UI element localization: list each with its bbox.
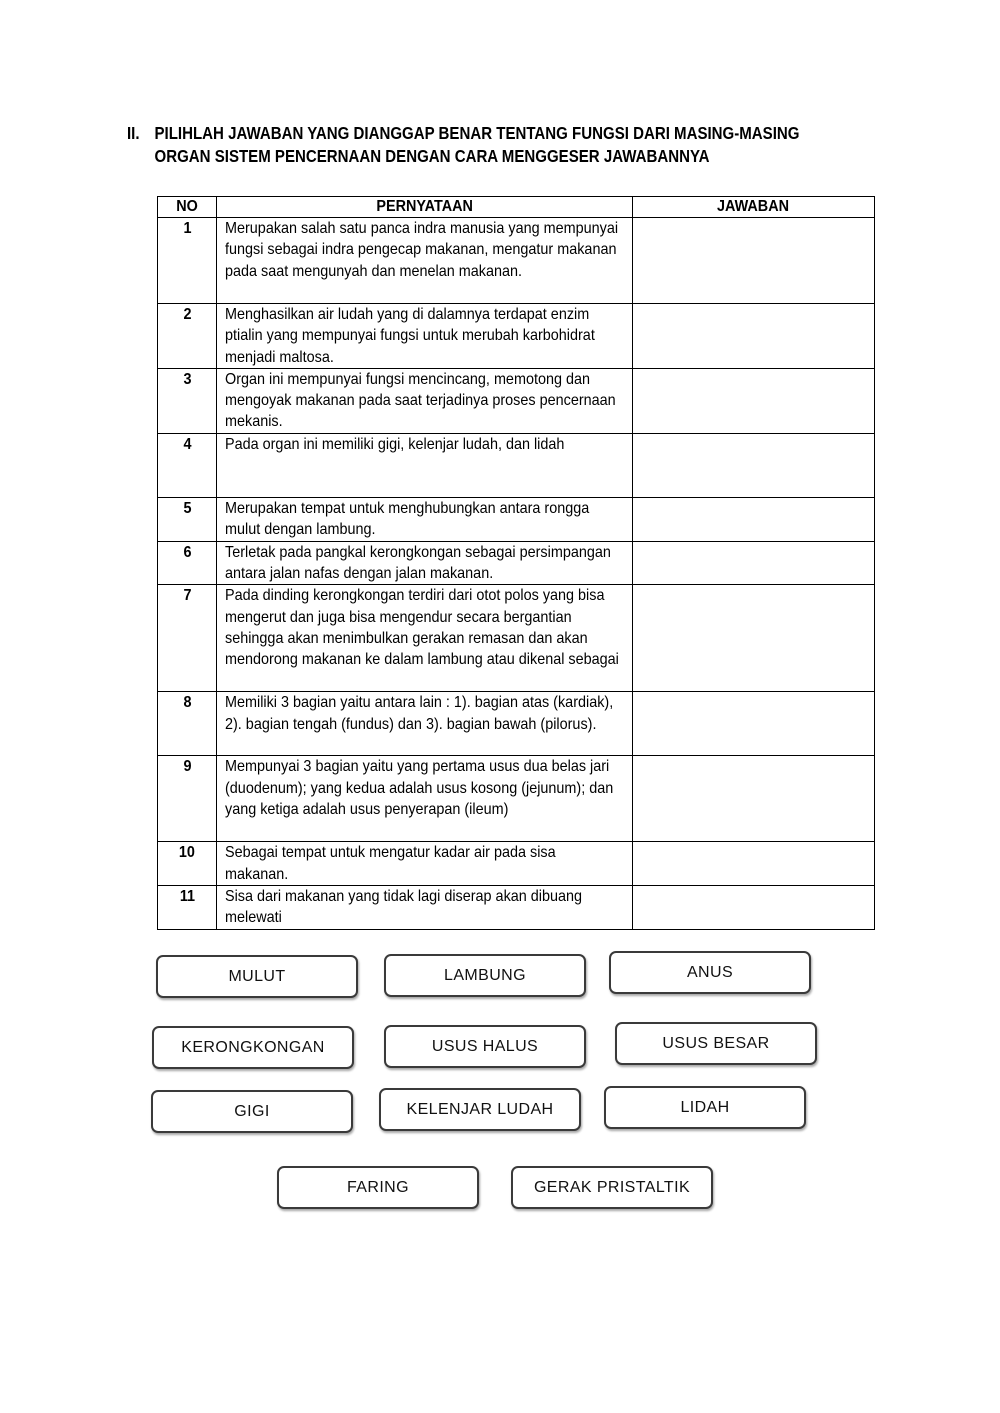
answer-tile-mulut[interactable]: MULUT	[156, 955, 358, 998]
answer-drop-zone[interactable]	[633, 433, 875, 497]
question-table	[157, 196, 875, 930]
table-header-row	[158, 197, 875, 218]
row-statement: Merupakan tempat untuk menghubungkan antara rongga mulut dengan lambung.	[217, 497, 633, 541]
row-number: 6	[158, 541, 217, 585]
row-statement: Organ ini mempunyai fungsi mencincang, memotong dan mengoyak makanan pada saat terjadinya proses pencernaan mekanis.	[217, 368, 633, 433]
row-number: 4	[158, 433, 217, 497]
table-row	[158, 497, 875, 541]
row-statement: Memiliki 3 bagian yaitu antara lain : 1). bagian atas (kardiak), 2). bagian tengah (fundus) dan 3). bagian bawah (pilorus).	[217, 692, 633, 756]
row-statement: Mempunyai 3 bagian yaitu yang pertama usus dua belas jari (duodenum); yang kedua adalah usus kosong (jejunum); dan yang ketiga adalah usus penyerapan (ileum)	[217, 756, 633, 842]
row-statement: Sebagai tempat untuk mengatur kadar air pada sisa makanan.	[217, 842, 633, 886]
row-number: 1	[158, 218, 217, 304]
worksheet-heading	[127, 122, 800, 168]
row-statement: Pada organ ini memiliki gigi, kelenjar ludah, dan lidah	[217, 433, 633, 497]
answer-tile-lambung[interactable]: LAMBUNG	[384, 954, 586, 997]
row-number: 7	[158, 585, 217, 692]
answer-drop-zone[interactable]	[633, 218, 875, 304]
row-number: 5	[158, 497, 217, 541]
answer-tile-kerongkongan[interactable]: KERONGKONGAN	[152, 1026, 354, 1069]
answer-tile-usus-besar[interactable]: USUS BESAR	[615, 1022, 817, 1065]
answer-drop-zone[interactable]	[633, 497, 875, 541]
heading-line-2: ORGAN SISTEM PENCERNAAN DENGAN CARA MENGGESER JAWABANNYA	[154, 146, 710, 166]
table-row	[158, 368, 875, 433]
row-number: 2	[158, 304, 217, 369]
table-row	[158, 842, 875, 886]
table-row	[158, 585, 875, 692]
answer-tile-kelenjar-ludah[interactable]: KELENJAR LUDAH	[379, 1088, 581, 1131]
row-number: 10	[158, 842, 217, 886]
row-statement: Terletak pada pangkal kerongkongan sebagai persimpangan antara jalan nafas dengan jalan makanan.	[217, 541, 633, 585]
row-statement: Sisa dari makanan yang tidak lagi diserap akan dibuang melewati	[217, 886, 633, 930]
answer-drop-zone[interactable]	[633, 304, 875, 369]
answer-tile-faring[interactable]: FARING	[277, 1166, 479, 1209]
header-answer: JAWABAN	[633, 197, 875, 218]
row-number: 3	[158, 368, 217, 433]
table-row	[158, 886, 875, 930]
table-row	[158, 541, 875, 585]
answer-drop-zone[interactable]	[633, 541, 875, 585]
row-number: 9	[158, 756, 217, 842]
answer-drop-zone[interactable]	[633, 756, 875, 842]
heading-line-1: PILIHLAH JAWABAN YANG DIANGGAP BENAR TENTANG FUNGSI DARI MASING-MASING	[154, 123, 800, 143]
table-row	[158, 304, 875, 369]
answer-tile-lidah[interactable]: LIDAH	[604, 1086, 806, 1129]
row-statement: Menghasilkan air ludah yang di dalamnya terdapat enzim ptialin yang mempunyai fungsi untuk merubah karbohidrat menjadi maltosa.	[217, 304, 633, 369]
table-row	[158, 756, 875, 842]
table-row	[158, 218, 875, 304]
row-number: 11	[158, 886, 217, 930]
header-statement: PERNYATAAN	[217, 197, 633, 218]
header-no: NO	[158, 197, 217, 218]
row-statement: Merupakan salah satu panca indra manusia yang mempunyai fungsi sebagai indra pengecap makanan, mengatur makanan pada saat mengunyah dan menelan makanan.	[217, 218, 633, 304]
answer-drop-zone[interactable]	[633, 368, 875, 433]
answer-tile-anus[interactable]: ANUS	[609, 951, 811, 994]
table-row	[158, 692, 875, 756]
row-number: 8	[158, 692, 217, 756]
table-row	[158, 433, 875, 497]
answer-drop-zone[interactable]	[633, 692, 875, 756]
answer-drop-zone[interactable]	[633, 886, 875, 930]
section-number: II.	[127, 123, 140, 143]
row-statement: Pada dinding kerongkongan terdiri dari otot polos yang bisa mengerut dan juga bisa mengendur secara bergantian sehingga akan menimbulkan gerakan remasan dan akan mendorong makanan ke dalam lambung atau dikenal sebagai	[217, 585, 633, 692]
answer-drop-zone[interactable]	[633, 585, 875, 692]
answer-tile-gerak-pristaltik[interactable]: GERAK PRISTALTIK	[511, 1166, 713, 1209]
answer-drop-zone[interactable]	[633, 842, 875, 886]
answer-tile-gigi[interactable]: GIGI	[151, 1090, 353, 1133]
answer-tile-usus-halus[interactable]: USUS HALUS	[384, 1025, 586, 1068]
